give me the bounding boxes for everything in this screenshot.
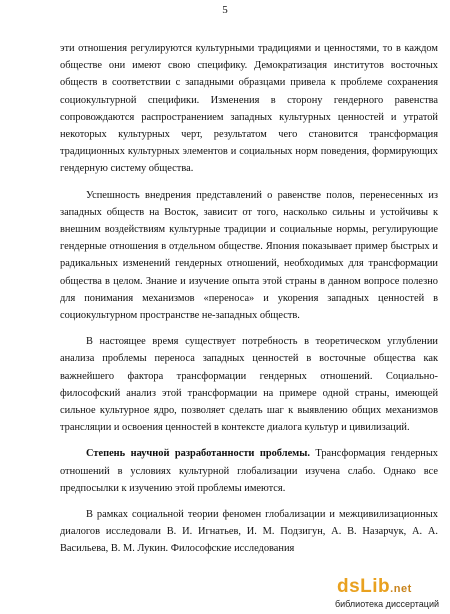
paragraph: эти отношения регулируются культурными традициями и ценностями, то в каждом обществе они имеют свою специфику. Демократизация институтов восточных обществ в соответствии с западными образцами привела к проблеме сохранения социокультурной специфики. Изменения в сторону гендерного равенства сопровождаются распространением западных культурных ценностей и утратой некоторых культурных черт, результатом чего становится трансформация традиционных культурных элементов и социальных норм поведения, формирующих гендерную систему общества. xyxy=(60,43,438,175)
paragraph-text: Трансформация гендерных отношений в условиях культурной глобализации изучена слабо. Однако все предпосылки к изучению этой проблемы имеются. xyxy=(60,448,438,494)
watermark xyxy=(333,574,450,614)
paragraph xyxy=(60,445,438,497)
paragraph: В рамках социальной теории феномен глобализации и межцивилизационных диалогов исследовали В. И. Игнатьев, И. М. Подзигун, А. В. Назарчук, А. А. Васильева, В. М. Лукин. Философские исследования xyxy=(60,509,438,555)
page-number: 5 xyxy=(222,4,228,16)
paragraph: В настоящее время существует потребность в теоретическом углублении анализа проблемы переноса западных ценностей в восточные общества как важнейшего фактора трансформации гендерных отношений. Социально-философский анализ этой трансформации на примере одной страны, имеющей сильное культурное ядро, позволяет сделать шаг к выявлению общих механизмов трансляции и освоения ценностей в контексте диалога культур и цивилизаций. xyxy=(60,336,438,434)
watermark-subtitle: библиотека диссертаций xyxy=(335,599,440,609)
dslib-logo: dsLib.net xyxy=(337,576,412,597)
section-heading: Степень научной разработанности проблемы. xyxy=(86,448,310,460)
body-text xyxy=(60,40,438,558)
paragraph: Успешность внедрения представлений о равенстве полов, перенесенных из западных обществ на Восток, зависит от того, насколько сильны и устойчивы к внешним воздействиям культурные традиции и социальные нормы, регулирующие гендерные отношения в отдельном обществе. Япония показывает пример быстрых и радикальных изменений гендерных отношений, необходимых для трансформации общества в целом. Знание и изучение опыта этой страны в данном вопросе полезно для понимания механизмов «переноса» и укорения западных ценностей в социокультурном пространстве не-западных обществ. xyxy=(60,189,438,322)
